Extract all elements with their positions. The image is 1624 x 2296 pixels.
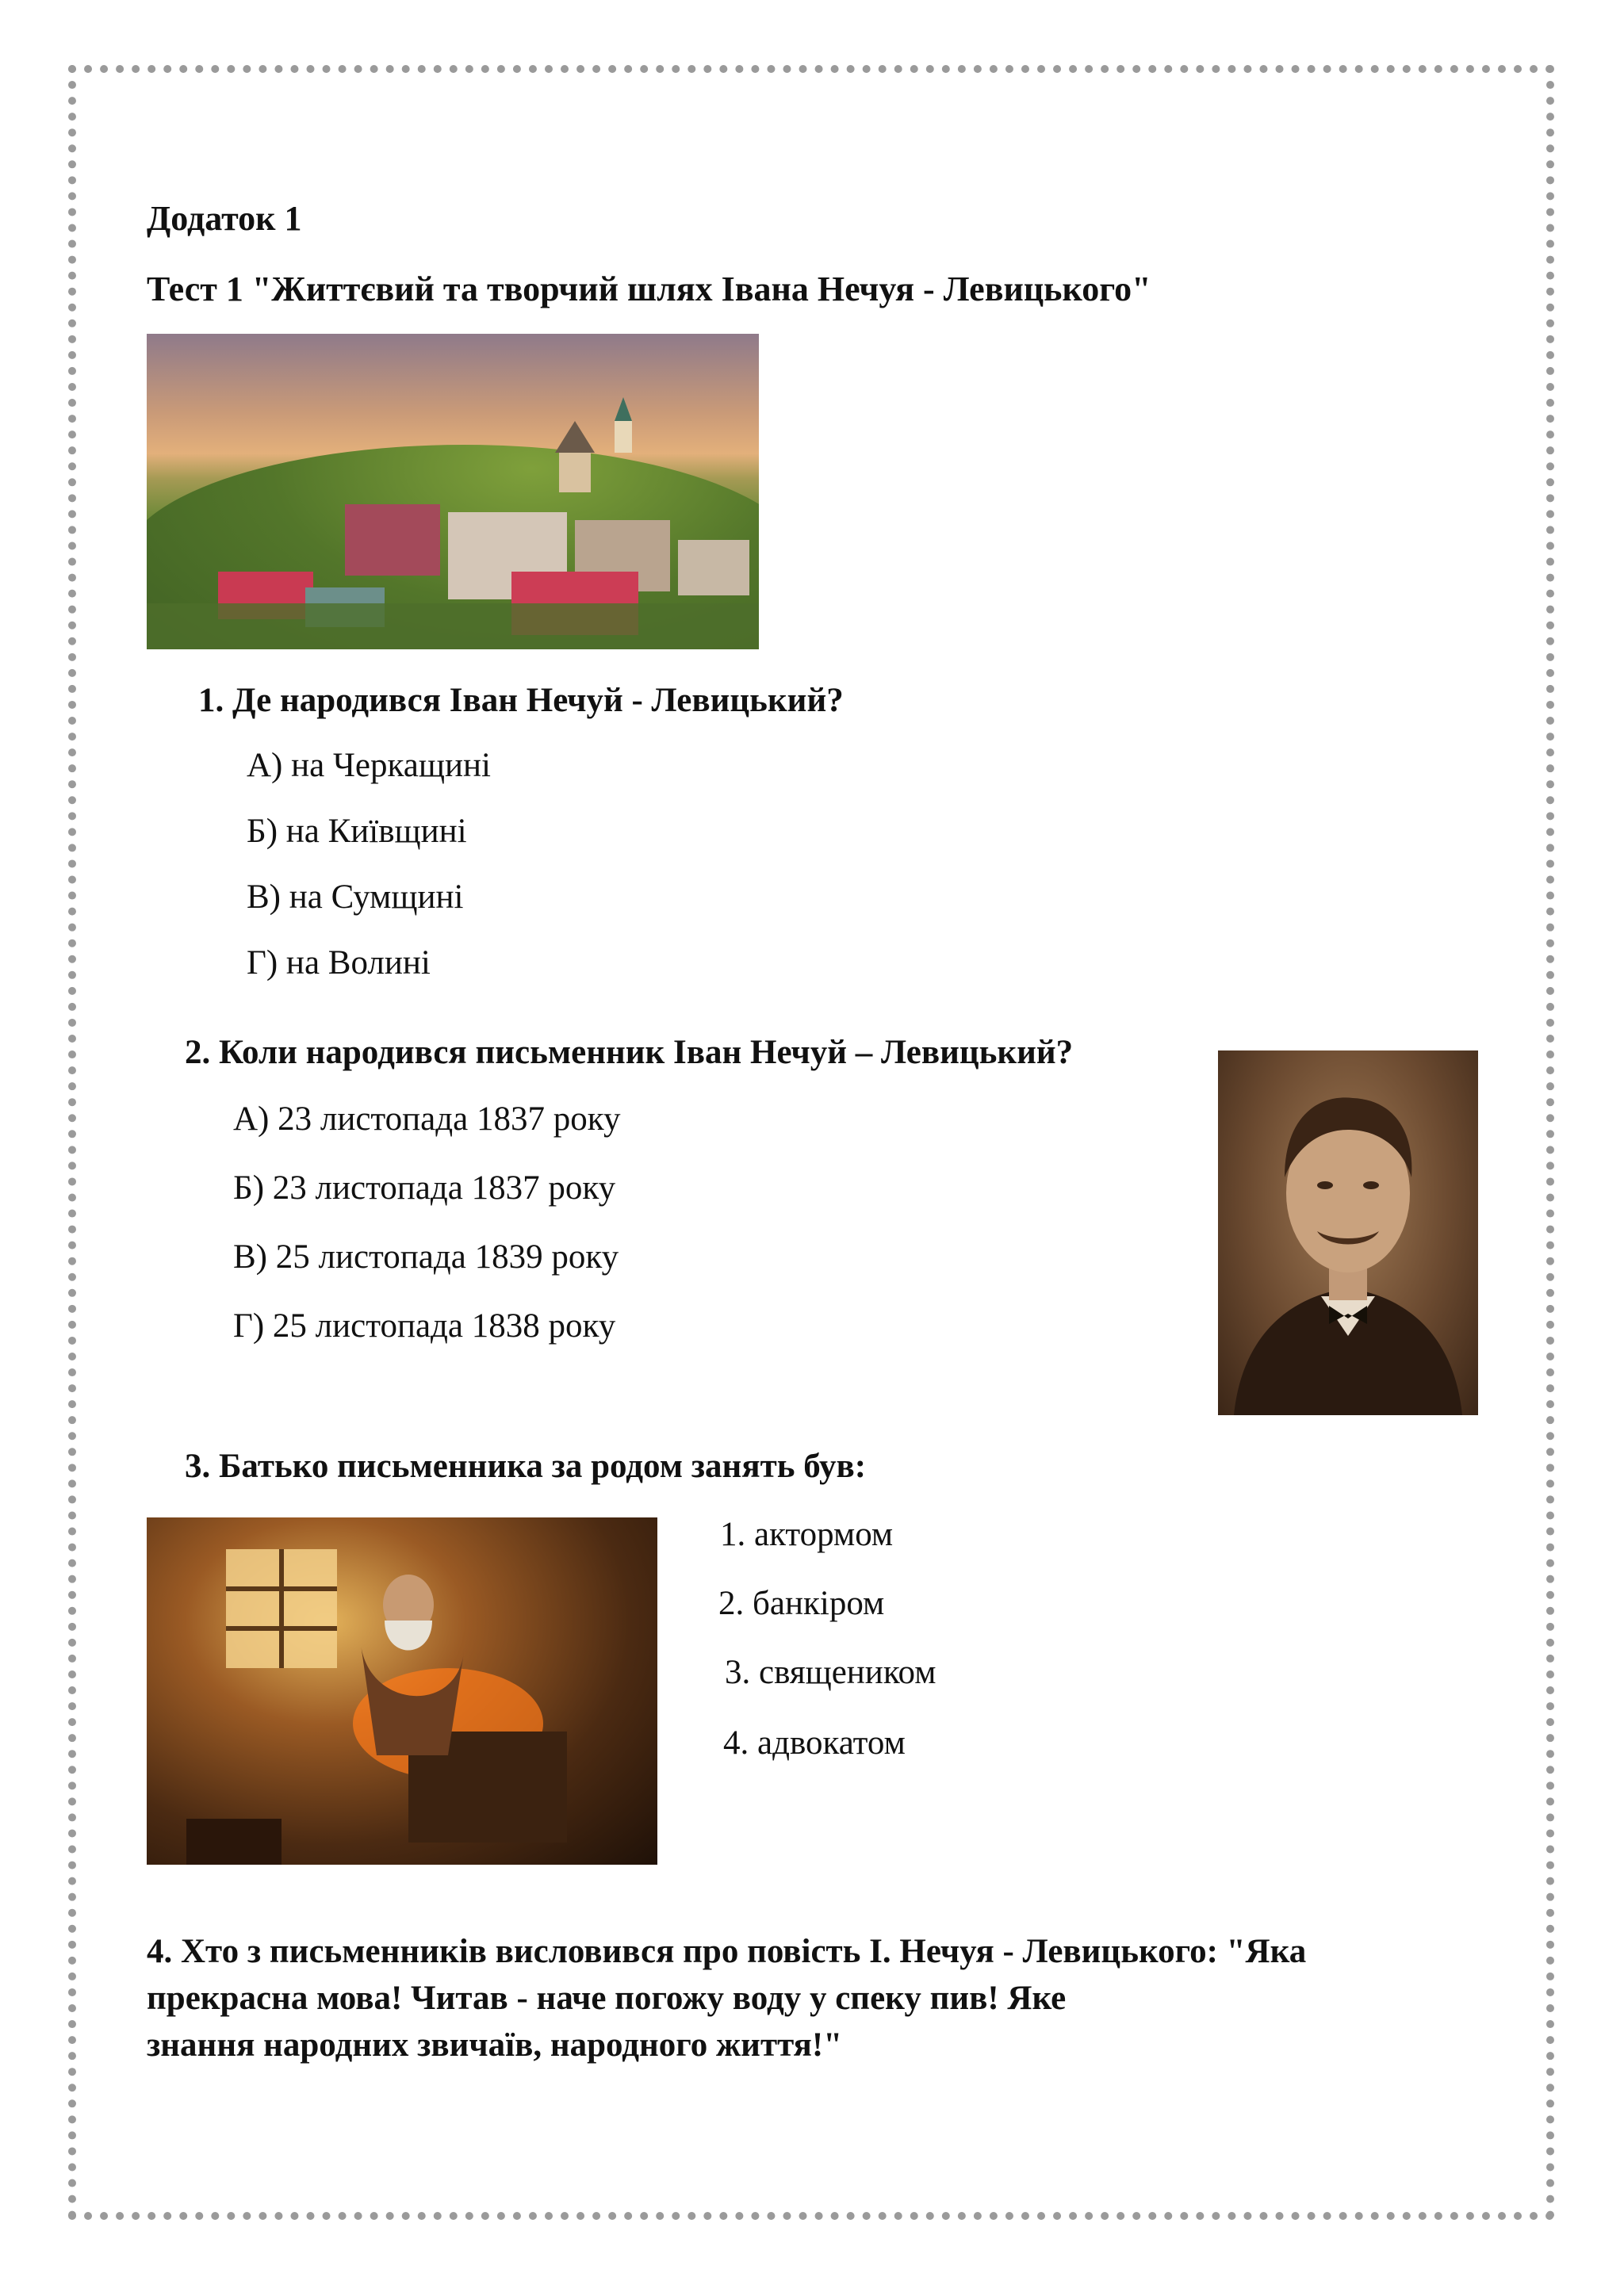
q2-option-a: А) 23 листопада 1837 року: [233, 1100, 621, 1138]
q2-option-b: Б) 23 листопада 1837 року: [233, 1169, 616, 1207]
writer-portrait-image: [1218, 1050, 1478, 1415]
question-4-line-3: знання народних звичаїв, народного життя!": [147, 2026, 843, 2064]
question-2: 2. Коли народився письменник Іван Нечуй – Левицький?: [185, 1034, 1074, 1071]
q3-option-1: 1. актормом: [720, 1516, 894, 1553]
q3-option-2: 2. банкіром: [718, 1585, 885, 1622]
appendix-heading: Додаток 1: [147, 199, 302, 238]
q3-option-4: 4. адвокатом: [723, 1724, 906, 1762]
blacksmith-painting-image: [147, 1517, 657, 1865]
question-3: 3. Батько письменника за родом занять був:: [185, 1448, 867, 1485]
q2-option-d: Г) 25 листопада 1838 року: [233, 1307, 616, 1345]
kyiv-landscape-image: [147, 334, 759, 649]
question-4-line-1: 4. Хто з письменників висловився про повість І. Нечуя - Левицького: "Яка: [147, 1933, 1307, 1970]
q1-option-b: Б) на Київщині: [247, 813, 467, 850]
q1-option-c: В) на Сумщині: [247, 878, 464, 916]
q3-option-3: 3. священиком: [725, 1654, 936, 1691]
q1-option-d: Г) на Волині: [247, 944, 431, 982]
q2-option-c: В) 25 листопада 1839 року: [233, 1238, 619, 1276]
question-1: 1. Де народився Іван Нечуй - Левицький?: [198, 682, 844, 719]
test-title: Тест 1 "Життєвий та творчий шлях Івана Нечуя - Левицького": [147, 270, 1151, 308]
q1-option-a: А) на Черкащині: [247, 747, 491, 784]
question-4-line-2: прекрасна мова! Читав - наче погожу воду у спеку пив! Яке: [147, 1980, 1067, 2017]
